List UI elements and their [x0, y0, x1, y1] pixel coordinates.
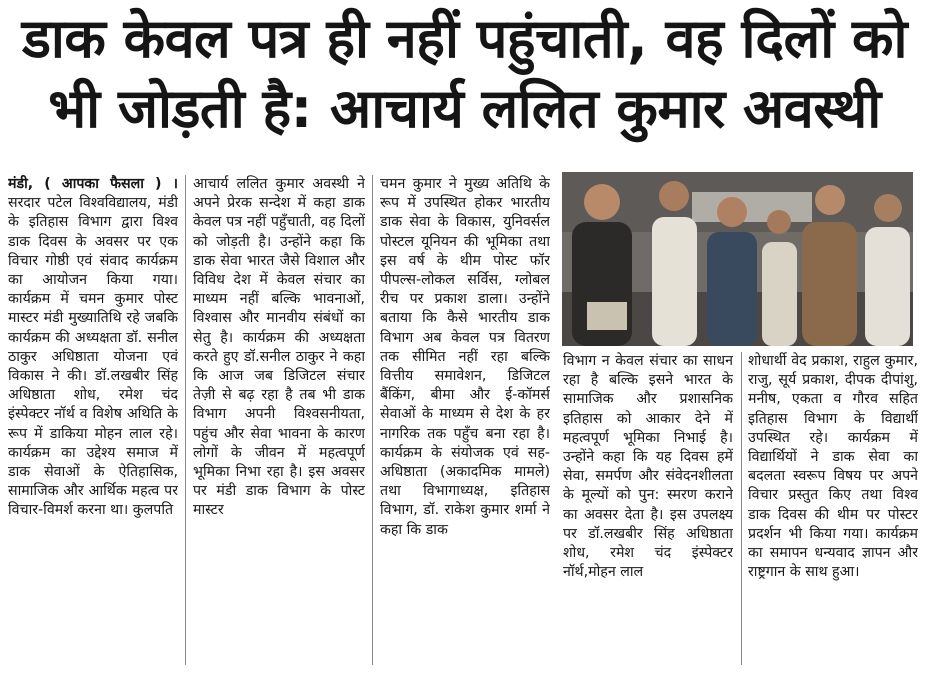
article-column-2: [193, 175, 365, 665]
dateline: मंडी, ( आपका फैसला ) ।: [8, 176, 178, 192]
event-photo: [562, 172, 913, 346]
article-column-3: [380, 175, 550, 665]
article-column-5: [748, 352, 918, 667]
column-rule: [741, 352, 742, 665]
headline: [0, 4, 929, 144]
column-3-text: चमन कुमार ने मुख्य अतिथि के रूप में उपस्थित होकर भारतीय डाक सेवा के विकास, युनिवर्सल पोस्टल यूनियन की भूमिका तथा इस वर्ष के थीम पोस्ट फॉर पीपल्स-लोकल सर्विस, ग्लोबल रीच पर प्रकाश डाला। उन्होंने बताया कि कैसे भारतीय डाक विभाग अब केवल पत्र वितरण तक सीमित नहीं रहा बल्कि वित्तीय समावेशन, डिजिटल बैंकिंग, बीमा और ई-कॉमर्स सेवाओं के माध्यम से देश के हर नागरिक तक पहुँच बना रहा है। कार्यक्रम के संयोजक एवं सह-अधिष्ठाता (अकादमिक मामले) तथा विभागाध्यक्ष, इतिहास विभाग, डॉ. राकेश कुमार शर्मा ने कहा कि डाक: [380, 176, 550, 538]
headline-line-2: भी जोड़ती है: आचार्य ललित कुमार अवस्थी: [48, 77, 881, 140]
headline-line-1: डाक केवल पत्र ही नहीं पहुंचाती, वह दिलों को: [22, 7, 907, 70]
article-column-4: [563, 352, 733, 667]
column-1-text: सरदार पटेल विश्वविद्यालय, मंडी के इतिहास विभाग द्वारा विश्व डाक दिवस के अवसर पर एक विचार गोष्ठी एवं संवाद कार्यक्रम का आयोजन किया गया। कार्यक्रम में चमन कुमार पोस्ट मास्टर मंडी मुख्यातिथि रहे जबकि कार्यक्रम की अध्यक्षता डॉ. सनील ठाकुर अधिष्ठाता योजना एवं विकास ने की। डॉ.लखबीर सिंह अधिष्ठाता शोध, रमेश चंद इंस्पेक्टर नॉर्थ व विशेष अथिति के रूप में डाकिया मोहन लाल रहे। कार्यक्रम का उद्देश्य समाज में डाक सेवाओं के ऐतिहासिक, सामाजिक और आर्थिक महत्व पर विचार-विमर्श करना था। कुलपति: [8, 195, 178, 519]
article-column-1: [8, 175, 178, 665]
column-rule: [372, 175, 373, 665]
column-4-text: विभाग न केवल संचार का साधन रहा है बल्कि इसने भारत के सामाजिक और प्रशासनिक इतिहास को आकार देने में महत्वपूर्ण भूमिका निभाई है। उन्होंने कहा कि यह दिवस हमें सेवा, समर्पण और संवेदनशीलता के मूल्यों को पुन: स्मरण कराने का अवसर देता है। इस उपलक्ष्य पर डॉ.लखबीर सिंह अधिष्ठाता शोध, रमेश चंद इंस्पेक्टर नॉर्थ,मोहन लाल: [563, 353, 733, 581]
column-5-text: शोधार्थी वेद प्रकाश, राहुल कुमार, राजु, सूर्य प्रकाश, दीपक दीपांशु, मनीष, एकता व गौरव सहित इतिहास विभाग के विद्यार्थी उपस्थित रहे। कार्यक्रम में विद्यार्थियों ने डाक सेवा का बदलता स्वरूप विषय पर अपने विचार प्रस्तुत किए तथा विश्व डाक दिवस की थीम पर पोस्टर प्रदर्शन भी किया गया। कार्यक्रम का समापन धन्यवाद ज्ञापन और राष्ट्रगान के साथ हुआ।: [748, 353, 918, 581]
column-2-text: आचार्य ललित कुमार अवस्थी ने अपने प्रेरक सन्देश में कहा डाक केवल पत्र नहीं पहुँचाती, वह दिलों को जोड़ती है। उन्होंने कहा कि डाक सेवा भारत जैसे विशाल और विविध देश में केवल संचार का माध्यम नहीं बल्कि भावनाओं, विश्वास और मानवीय संबंधों का सेतु है। कार्यक्रम की अध्यक्षता करते हुए डॉ.सनील ठाकुर ने कहा कि आज जब डिजिटल संचार तेज़ी से बढ़ रहा है तब भी डाक विभाग अपनी विश्वसनीयता, पहुंच और सेवा भावना के कारण लोगों के जीवन में महत्वपूर्ण भूमिका निभा रहा है। इस अवसर पर मंडी डाक विभाग के पोस्ट मास्टर: [193, 176, 365, 519]
column-rule: [185, 175, 186, 665]
